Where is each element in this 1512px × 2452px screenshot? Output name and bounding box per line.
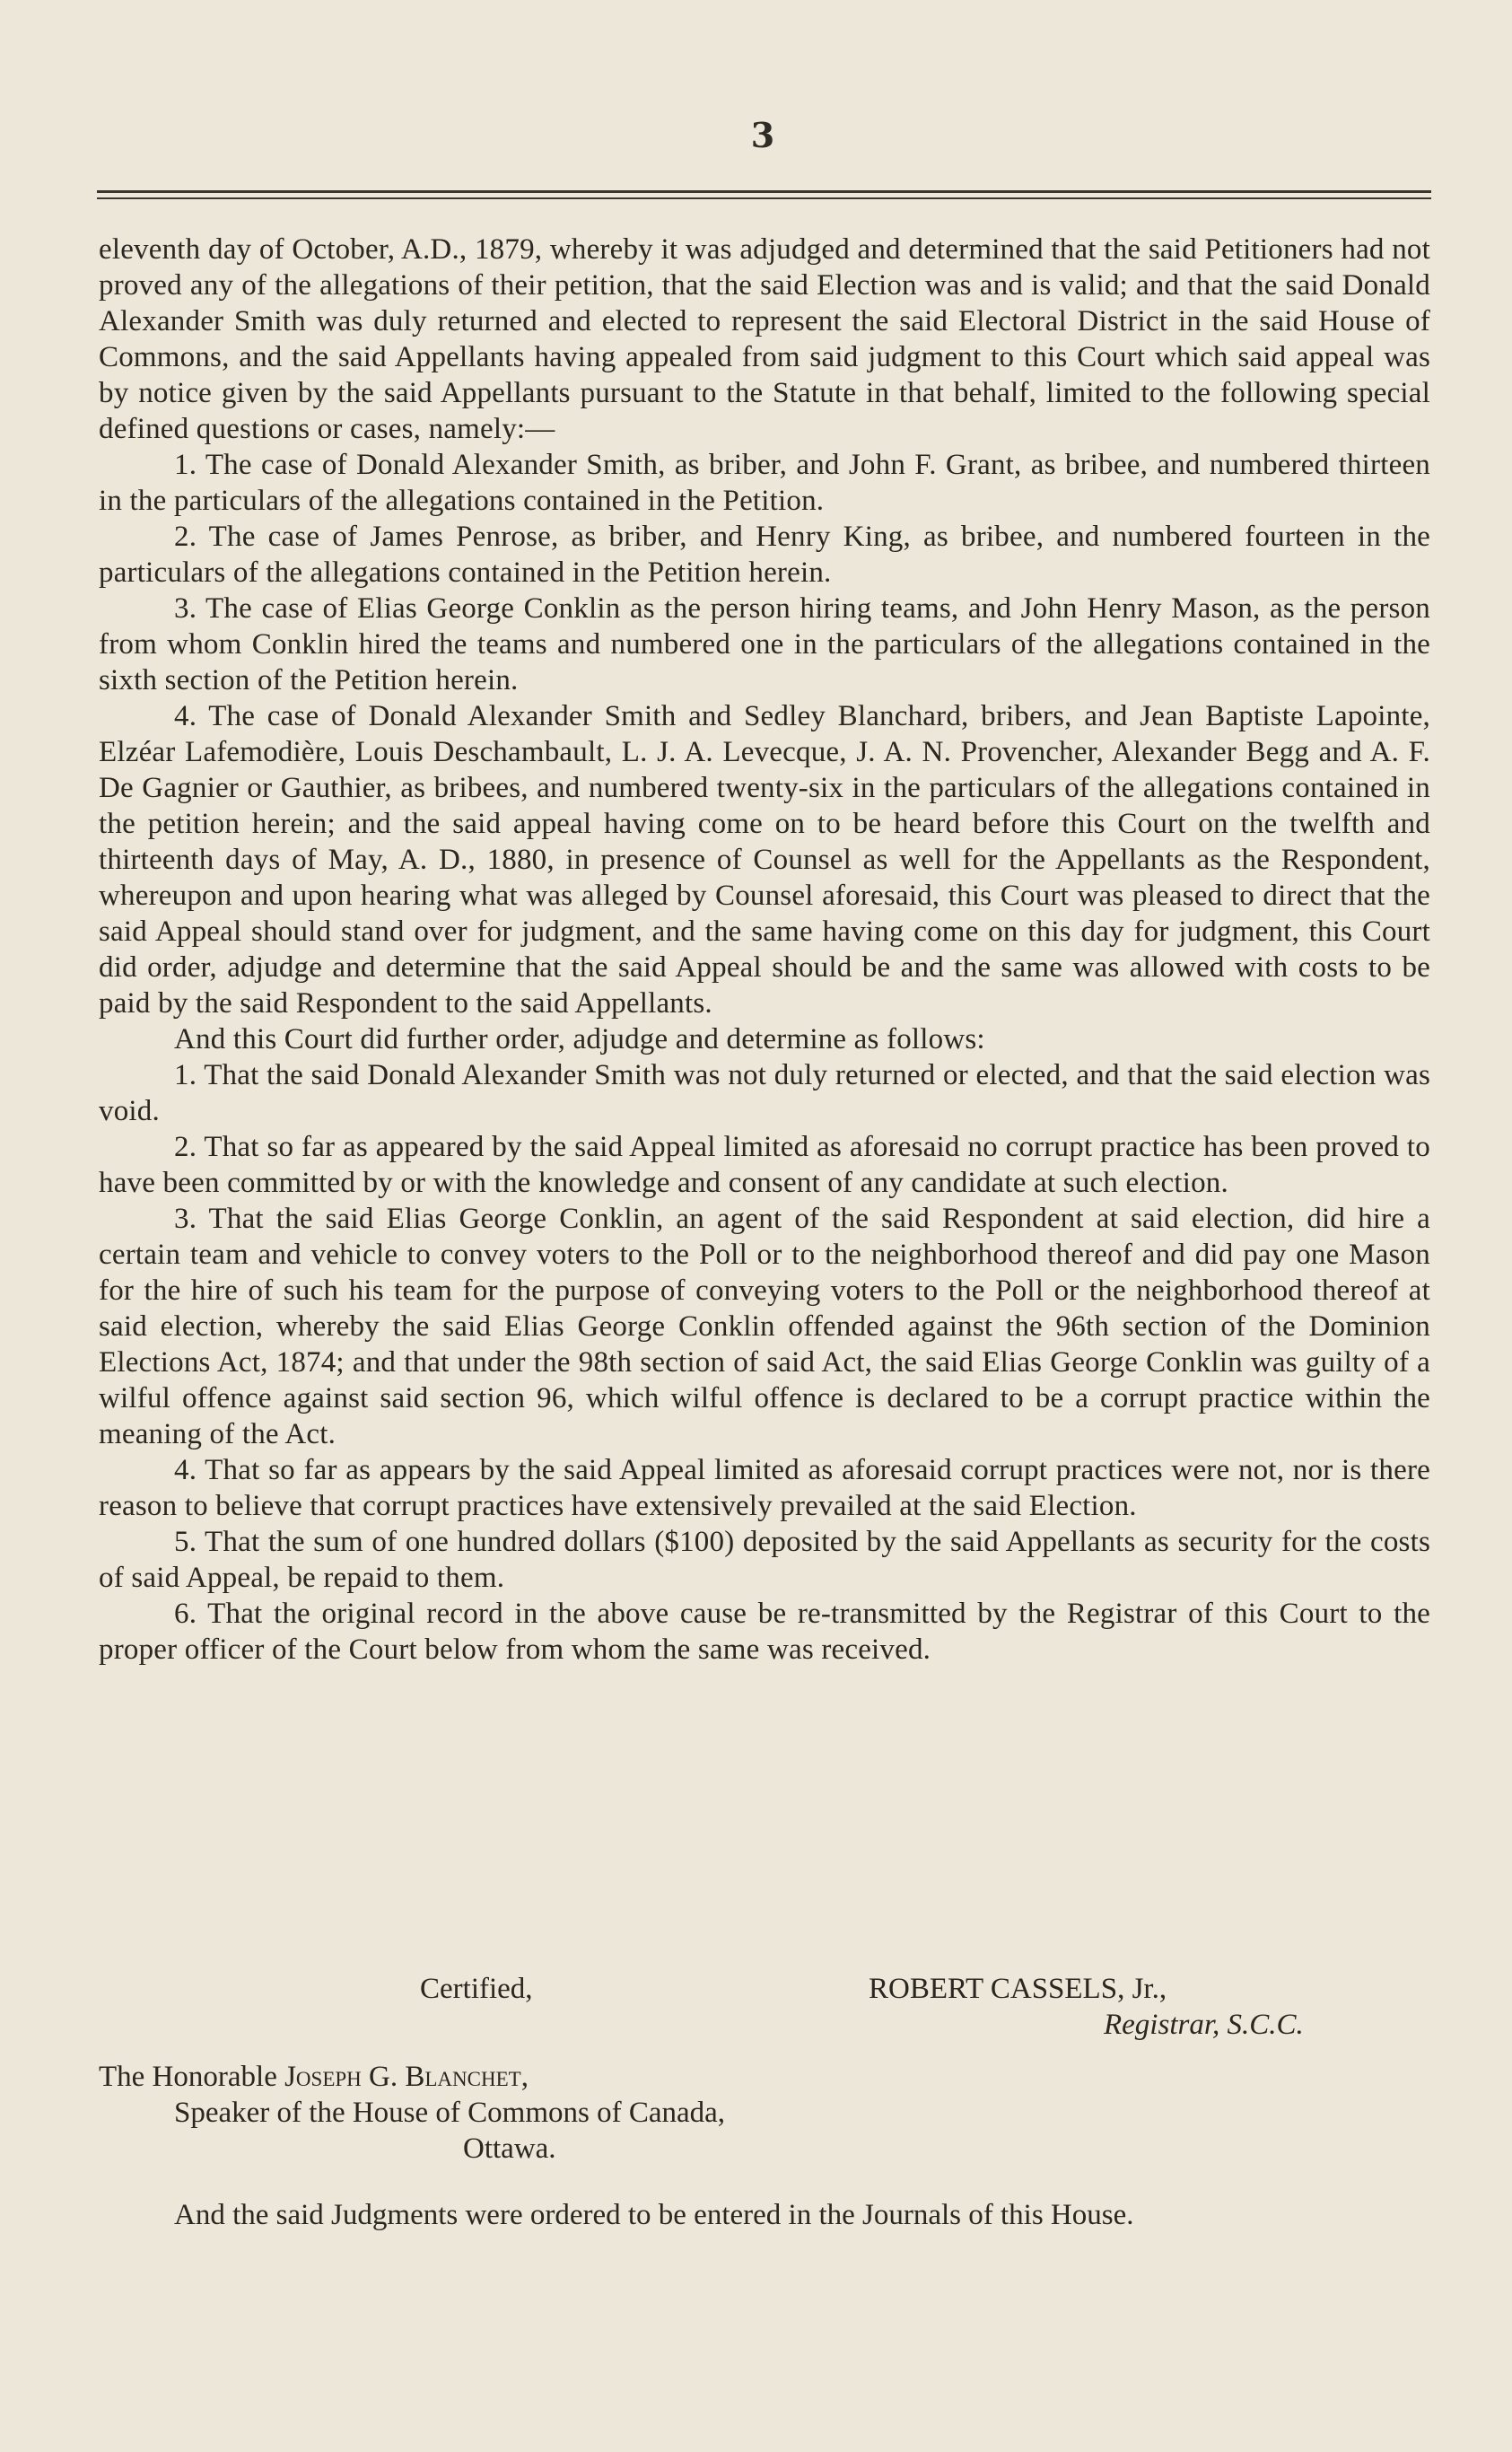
certified-label: Certified, xyxy=(420,1973,533,2005)
registrar-name: ROBERT CASSELS, Jr., xyxy=(869,1973,1167,2005)
judgment-body xyxy=(99,232,1430,1668)
paragraph-further-order: And this Court did further order, adjudge and determine as follows: xyxy=(174,1023,985,1055)
address-line-3: Ottawa. xyxy=(463,2132,556,2165)
paragraph-case-3: 3. The case of Elias George Conklin as the person hiring teams, and John Henry Mason, as the person from whom Conklin hired the teams and numbered one in the particulars of the allegations contained in the sixth section of the Petition herein. xyxy=(99,592,1430,696)
paragraph-case-4: 4. The case of Donald Alexander Smith and Sedley Blanchard, bribers, and Jean Baptiste Lapointe, Elzéar Lafemodière, Louis Deschambault, L. J. A. Levecque, J. A. N. Provencher, Alexander Begg and A. F. De Gagnier or Gauthier, as bribees, and numbered twenty-six in the particulars of the allegations contained in the petition herein; and the said appeal having come on to be heard before this Court on the twelfth and thirteenth days of May, A. D., 1880, in presence of Counsel as well for the Appellants as the Respondent, whereupon and upon hearing what was alleged by Counsel aforesaid, this Court was pleased to direct that the said Appeal should stand over for judgment, and the same having come on this day for judgment, this Court did order, adjudge and determine that the said Appeal should be and the same was allowed with costs to be paid by the said Respondent to the said Appellants. xyxy=(99,700,1430,1020)
header-rule-thick xyxy=(97,190,1431,193)
paragraph-case-2: 2. The case of James Penrose, as briber, and Henry King, as bribee, and numbered fourteen in the particulars of the allegations contained in the Petition herein. xyxy=(99,521,1430,589)
paragraph-finding-3: 3. That the said Elias George Conklin, an agent of the said Respondent at said election, did hire a certain team and vehicle to convey voters to the Poll or to the neighborhood thereof and did pay one Mason for the hire of such his team for the purpose of conveying voters to the Poll or the neighborhood thereof at said election, whereby the said Elias George Conklin offended against the 96th section of the Dominion Elections Act, 1874; and that under the 98th section of said Act, the said Elias George Conklin was guilty of a wilful offence against said section 96, which wilful offence is declared to be a corrupt practice within the meaning of the Act. xyxy=(99,1203,1430,1450)
addressee-name: Joseph G. Blanchet, xyxy=(284,2061,529,2093)
address-line-1 xyxy=(99,2059,1430,2095)
paragraph-finding-5: 5. That the sum of one hundred dollars ($100) deposited by the said Appellants as security for the costs of said Appeal, be repaid to them. xyxy=(99,1526,1430,1594)
paragraph-finding-4: 4. That so far as appears by the said Appeal limited as aforesaid corrupt practices were not, nor is there reason to believe that corrupt practices have extensively prevailed at the said Election. xyxy=(99,1454,1430,1522)
closing-block xyxy=(99,2197,1430,2233)
address-prefix: The Honorable xyxy=(99,2061,285,2093)
registrar-title: Registrar, S.C.C. xyxy=(1104,2009,1304,2041)
address-line-2: Speaker of the House of Commons of Canada, xyxy=(174,2097,726,2129)
paragraph-opening: eleventh day of October, A.D., 1879, whereby it was adjudged and determined that the said Petitioners had not proved any of the allegations of their petition, that the said Election was and is valid; and that the said Donald Alexander Smith was duly returned and elected to represent the said Electoral District in the said House of Commons, and the said Appellants having appealed from said judgment to this Court which said appeal was by notice given by the said Appellants pursuant to the Statute in that behalf, limited to the following special defined questions or cases, namely:— xyxy=(99,233,1430,445)
page-number: 3 xyxy=(750,115,775,155)
paragraph-finding-2: 2. That so far as appeared by the said Appeal limited as aforesaid no corrupt practice has been proved to have been committed by or with the knowledge and consent of any candidate at such election. xyxy=(99,1131,1430,1199)
address-block xyxy=(99,2059,1430,2167)
closing-paragraph: And the said Judgments were ordered to be entered in the Journals of this House. xyxy=(174,2199,1134,2231)
header-rule-thin xyxy=(97,197,1431,199)
paragraph-case-1: 1. The case of Donald Alexander Smith, as briber, and John F. Grant, as bribee, and numbered thirteen in the particulars of the allegations contained in the Petition. xyxy=(99,449,1430,517)
paragraph-finding-1: 1. That the said Donald Alexander Smith was not duly returned or elected, and that the said election was void. xyxy=(99,1059,1430,1127)
paragraph-finding-6: 6. That the original record in the above cause be re-transmitted by the Registrar of this Court to the proper officer of the Court below from whom the same was received. xyxy=(99,1598,1430,1666)
